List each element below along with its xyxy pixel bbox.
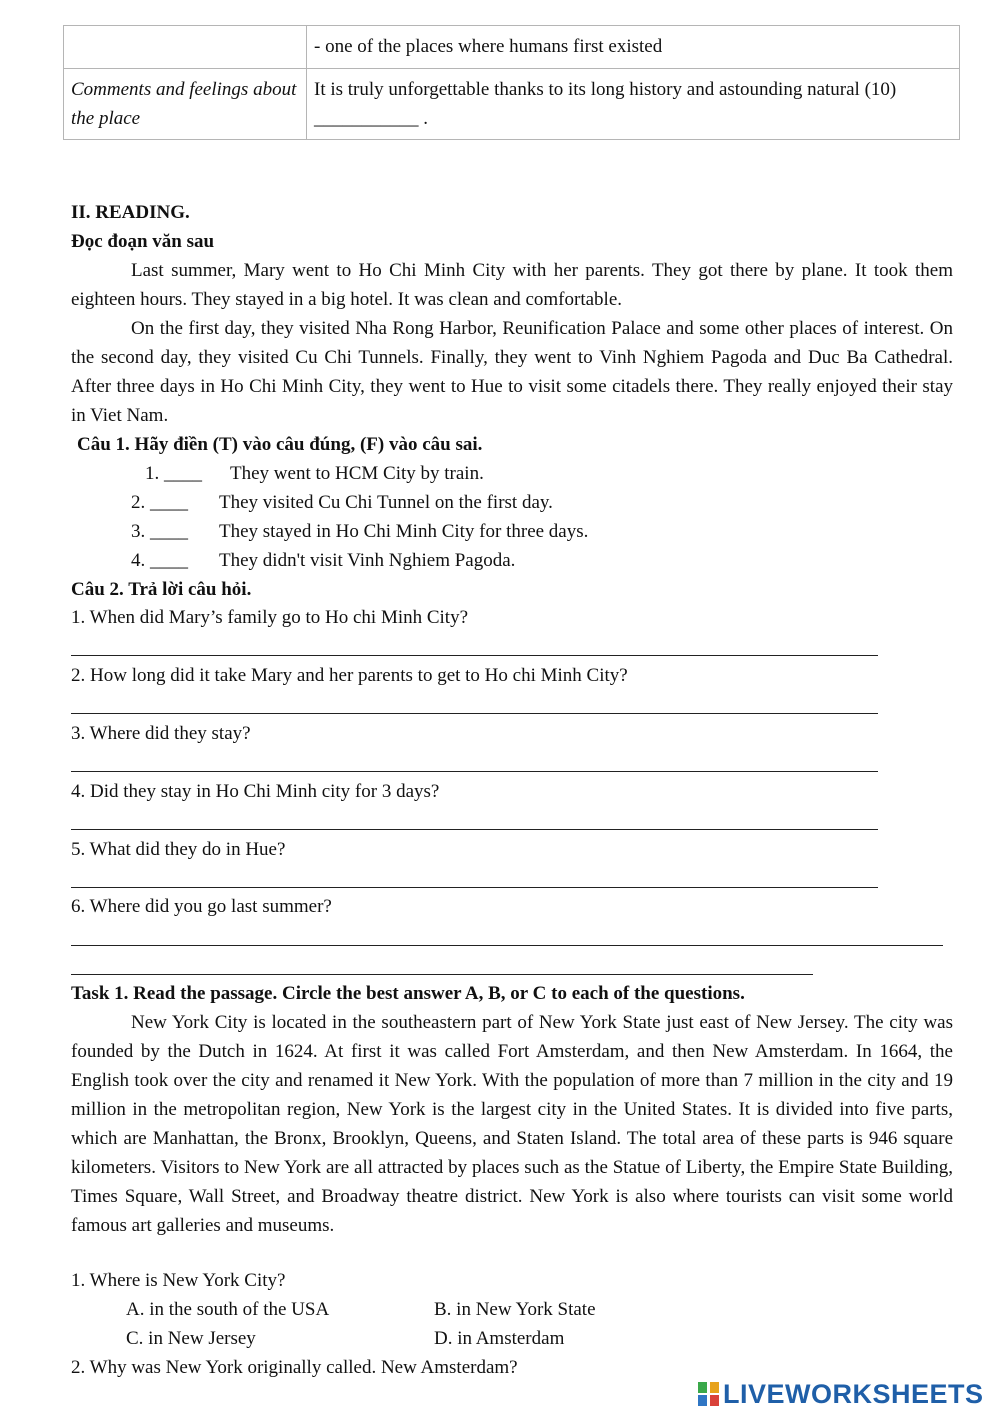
answer-line[interactable]	[71, 887, 878, 888]
question-1-title: Câu 1. Hãy điền (T) vào câu đúng, (F) vào câu sai.	[77, 434, 483, 455]
answer-question: 6. Where did you go last summer?	[71, 896, 332, 917]
table-content-cell: It is truly unforgettable thanks to its long history and astounding natural (10) ___________ .	[307, 69, 960, 140]
mc-option-d[interactable]: D. in Amsterdam	[434, 1328, 565, 1349]
table-row	[64, 69, 960, 140]
reading-instruction: Đọc đoạn văn sau	[71, 231, 215, 252]
answer-line[interactable]	[71, 945, 943, 946]
table-label-cell	[64, 26, 307, 69]
reading-passage	[71, 256, 953, 430]
table-row	[64, 26, 960, 69]
task-1-title: Task 1. Read the passage. Circle the best answer A, B, or C to each of the questions.	[71, 983, 745, 1004]
liveworksheets-logo-icon	[697, 1380, 721, 1408]
mc-question: 1. Where is New York City?	[71, 1270, 286, 1291]
answer-question: 2. How long did it take Mary and her parents to get to Ho chi Minh City?	[71, 665, 628, 686]
tf-number[interactable]: 2. ____	[131, 492, 188, 513]
mc-option-a[interactable]: A. in the south of the USA	[126, 1299, 330, 1320]
tf-statement: They stayed in Ho Chi Minh City for three days.	[219, 521, 589, 542]
table-label-cell: Comments and feelings about the place	[64, 69, 307, 140]
answer-question: 5. What did they do in Hue?	[71, 839, 286, 860]
tf-statement: They visited Cu Chi Tunnel on the first day.	[219, 492, 553, 513]
tf-number[interactable]: 3. ____	[131, 521, 188, 542]
passage-paragraph: Last summer, Mary went to Ho Chi Minh City with her parents. They got there by plane. It took them eighteen hours. They stayed in a big hotel. It was clean and comfortable.	[71, 260, 953, 310]
answer-line[interactable]	[71, 974, 813, 975]
brand-name: LIVEWORKSHEETS	[723, 1379, 984, 1409]
answer-question: 1. When did Mary’s family go to Ho chi Minh City?	[71, 607, 469, 628]
mc-question: 2. Why was New York originally called. New Amsterdam?	[71, 1357, 518, 1378]
passage-paragraph: On the first day, they visited Nha Rong Harbor, Reunification Palace and some other places of interest. On the second day, they visited Cu Chi Tunnels. Finally, they went to Vinh Nghiem Pagoda and Duc Ba Cathedral. After three days in Ho Chi Minh City, they went to Hue to visit some citadels there. They really enjoyed their stay in Viet Nam.	[71, 318, 953, 426]
answer-line[interactable]	[71, 829, 878, 830]
answer-line[interactable]	[71, 655, 878, 656]
tf-statement: They didn't visit Vinh Nghiem Pagoda.	[219, 550, 516, 571]
table-content-cell: - one of the places where humans first existed	[307, 26, 960, 69]
tf-number[interactable]: 4. ____	[131, 550, 188, 571]
answer-line[interactable]	[71, 771, 878, 772]
section-heading: II. READING.	[71, 202, 190, 223]
question-2-title: Câu 2. Trả lời câu hỏi.	[71, 579, 252, 600]
task-1-passage	[71, 1008, 953, 1240]
answer-question: 3. Where did they stay?	[71, 723, 251, 744]
tf-statement: They went to HCM City by train.	[230, 463, 484, 484]
answer-line[interactable]	[71, 713, 878, 714]
passage-paragraph: New York City is located in the southeastern part of New York State just east of New Jersey. The city was founded by the Dutch in 1624. At first it was called Fort Amsterdam, and then New Amsterdam. In 1664, the English took over the city and renamed it New York. With the population of more than 7 million in the city and 19 million in the metropolitan region, New York is the largest city in the United States. It is divided into five parts, which are Manhattan, the Bronx, Brooklyn, Queens, and Staten Island. The total area of these parts is 946 square kilometers. Visitors to New York are all attracted by places such as the Statue of Liberty, the Empire State Building, Times Square, Wall Street, and Broadway theatre district. New York is also where tourists can visit some world famous art galleries and museums.	[71, 1012, 953, 1236]
info-table	[63, 25, 960, 140]
mc-option-b[interactable]: B. in New York State	[434, 1299, 596, 1320]
liveworksheets-logo	[697, 1379, 997, 1409]
answer-question: 4. Did they stay in Ho Chi Minh city for 3 days?	[71, 781, 440, 802]
mc-option-c[interactable]: C. in New Jersey	[126, 1328, 256, 1349]
tf-number[interactable]: 1. ____	[145, 463, 202, 484]
